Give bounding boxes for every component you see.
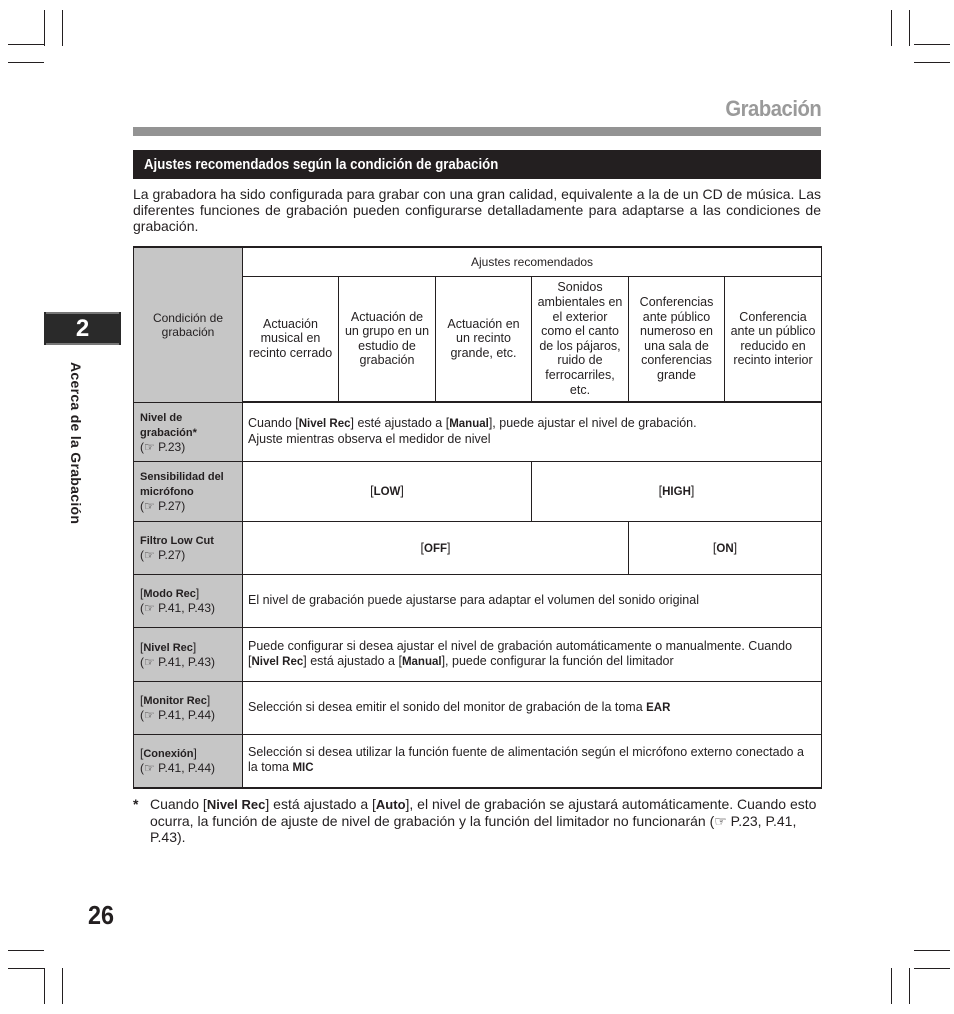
footnote [133,796,823,845]
setting-value: Manual [401,655,442,668]
table-row [134,402,822,461]
row-label [134,521,243,574]
text-fragment: ], puede configurar la función del limitador [441,653,674,668]
crop-mark [8,968,44,969]
table-row [134,574,822,627]
row-value: [LOW] [243,461,532,521]
intro-paragraph: La grabadora ha sido configurada para grabar con una gran calidad, equivalente a la de un CD de música. Las diferentes funciones de grabación pueden configurarse detalladamente para adaptarse a las condiciones de grabación. [133,186,821,234]
crop-mark [914,968,950,969]
section-title: Ajustes recomendados según la condición de grabación [144,156,499,173]
text-fragment: ] está ajustado a [ [303,653,402,668]
column-header: Conferencias ante público numeroso en una sala de conferencias grande [629,276,725,402]
section-header [133,150,821,179]
text-fragment: ], el nivel de grabación se ajustará automáticamente. Cuando esto ocurra, la función de ajuste de nivel de grabación y la función del limitador no funcionarán (☞ P.23, P.41, P.43). [150,796,817,845]
table-row [134,521,822,574]
jack-name: EAR [646,701,671,714]
page-reference: (☞ P.27) [140,499,186,513]
text-fragment: Cuando [ [248,416,299,431]
jack-name: MIC [292,762,314,775]
row-label [134,461,243,521]
table-row [134,461,822,521]
text-fragment: Cuando [ [150,796,207,812]
condition-header-text: Condición de grabación [152,310,224,339]
crop-mark [8,44,44,45]
row-value [243,734,822,788]
condition-header [134,247,243,402]
row-label: [Monitor Rec] (☞ P.41, P.44) [134,681,243,734]
row-value: El nivel de grabación puede ajustarse para adaptar el volumen del sonido original [243,574,822,627]
page-reference: (☞ P.27) [140,548,186,562]
row-value [243,402,822,461]
setting-value: Auto [375,797,406,812]
text-fragment: Selección si desea utilizar la función fuente de alimentación según el micrófono externo conectado a la toma [248,745,804,775]
row-label-name: Filtro Low Cut [140,535,214,547]
text-fragment: ] esté ajustado a [ [350,416,450,431]
crop-mark [62,10,63,46]
table-row [134,627,822,681]
crop-mark [44,968,45,1004]
crop-mark [914,62,950,63]
setting-value: Manual [449,418,489,431]
row-label-name: Monitor Rec [143,695,207,707]
crop-mark [8,62,44,63]
row-label: [Modo Rec] (☞ P.41, P.43) [134,574,243,627]
row-value: [HIGH] [532,461,822,521]
chapter-tab [44,312,121,345]
page-number: 26 [88,900,115,930]
setting-value: LOW [373,486,401,498]
row-label-name: Nivel de grabación* [140,411,197,439]
title-bar [133,127,821,136]
page-reference: (☞ P.41, P.43) [140,601,216,615]
crop-mark [914,950,950,951]
column-header: Actuación en un recinto grande, etc. [436,276,532,402]
crop-mark [891,968,892,1004]
crop-mark [62,968,63,1004]
row-value [243,681,822,734]
footnote-star: * [133,796,139,812]
column-header: Sonidos ambientales en el exterior como el canto de los pájaros, ruido de ferrocarriles, etc. [532,276,629,402]
page-reference: (☞ P.23) [140,439,186,454]
chapter-title: Grabación [725,96,821,121]
row-label: [Nivel Rec] (☞ P.41, P.43) [134,627,243,681]
column-header: Conferencia ante un público reducido en recinto interior [725,276,822,402]
page-reference: (☞ P.41, P.43) [140,654,216,669]
page-reference: (☞ P.41, P.44) [140,708,216,722]
row-label-name: Sensibilidad del micrófono [140,471,224,498]
text-fragment: ], puede ajustar el nivel de grabación. [488,416,697,431]
recommended-header: Ajustes recomendados [243,247,822,276]
row-label-name: Conexión [143,748,194,761]
page-reference: (☞ P.41, P.44) [140,761,216,776]
row-label-name: Nivel Rec [143,641,193,654]
crop-mark [891,10,892,46]
row-label: [Conexión] (☞ P.41, P.44) [134,734,243,788]
footnote-text [150,796,823,845]
setting-value: HIGH [662,486,691,498]
setting-name: Nivel Rec [298,418,351,431]
setting-name: Nivel Rec [251,655,304,668]
table-row [134,681,822,734]
setting-value: OFF [424,542,447,555]
row-value [243,627,822,681]
crop-mark [914,44,950,45]
crop-mark [909,10,910,46]
crop-mark [44,10,45,46]
chapter-tab-number: 2 [46,312,119,345]
text-fragment: Selección si desea emitir el sonido del monitor de grabación de la toma [248,699,647,714]
settings-table [133,246,822,789]
text-fragment: ] está ajustado a [ [265,796,376,812]
text-fragment: Ajuste mientras observa el medidor de nivel [248,432,491,447]
crop-mark [8,950,44,951]
setting-value: ON [716,542,734,555]
setting-name: Nivel Rec [206,797,266,812]
text-fragment: Puede configurar si desea ajustar el nivel de grabación automáticamente o manualmente. Cuando [ [248,638,793,668]
column-header: Actuación de un grupo en un estudio de grabación [339,276,436,402]
row-label [134,402,243,461]
chapter-side-label: Acerca de la Grabación [68,362,84,525]
crop-mark [909,968,910,1004]
column-header: Actuación musical en recinto cerrado [243,276,339,402]
row-value: [OFF] [243,521,629,574]
table-row [134,734,822,788]
row-value: [ON] [629,521,822,574]
row-label-name: Modo Rec [143,588,196,600]
